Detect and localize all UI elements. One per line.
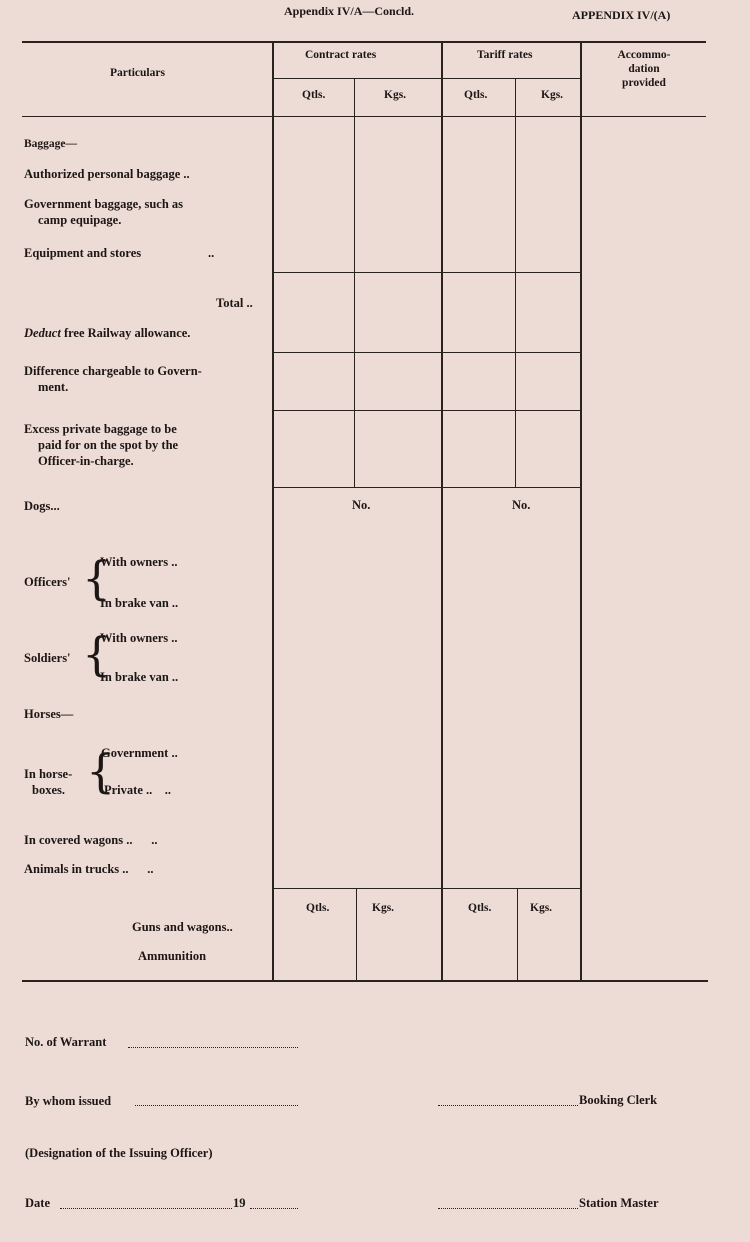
government-baggage-label: Government baggage, such as	[24, 197, 184, 211]
tariff-rates-header: Tariff rates	[477, 49, 533, 61]
excess-baggage-label-2: paid for on the spot by the	[38, 438, 179, 452]
horses-heading: Horses—	[24, 707, 74, 721]
particulars-header: Particulars	[110, 67, 165, 79]
dogs-no-contract: No.	[352, 498, 371, 512]
year-label: 19	[233, 1196, 246, 1210]
accommodation-header-line2: dation	[628, 63, 660, 75]
date-field[interactable]	[60, 1208, 232, 1209]
equipment-dots: ..	[208, 246, 215, 260]
horse-boxes-label: In horse-	[24, 767, 73, 781]
booking-clerk-signature-field[interactable]	[438, 1105, 578, 1106]
officers-label: Officers'	[24, 575, 71, 589]
tariff-qtls-header: Qtls.	[464, 89, 488, 101]
horse-boxes-brace-icon: {	[86, 744, 116, 798]
government-baggage-label-cont: camp equipage.	[38, 213, 122, 227]
appendix-title: APPENDIX IV/(A)	[572, 8, 671, 22]
deduct-word: Deduct	[24, 326, 61, 340]
guns-contract-qtls: Qtls.	[306, 902, 330, 914]
deduct-rest: free Railway allowance.	[60, 326, 191, 340]
contract-rates-header: Contract rates	[305, 49, 377, 61]
soldiers-label: Soldiers'	[24, 651, 71, 665]
officers-with-owners: With owners ..	[100, 555, 178, 569]
soldiers-brake-van: In brake van ..	[100, 670, 179, 684]
appendix-continued-title: Appendix IV/A—Concld.	[284, 4, 415, 18]
difference-label-cont: ment.	[38, 380, 69, 394]
accommodation-header	[609, 48, 679, 90]
deduct-allowance-label	[24, 326, 190, 341]
officers-brake-van: In brake van ..	[100, 596, 179, 610]
contract-kgs-header: Kgs.	[384, 89, 407, 101]
tariff-kgs-header: Kgs.	[541, 89, 564, 101]
warrant-label: No. of Warrant	[25, 1035, 107, 1049]
ammunition-label: Ammunition	[138, 949, 207, 963]
designation-label: (Designation of the Issuing Officer)	[25, 1146, 213, 1160]
accommodation-header-line1: Accommo-	[617, 49, 671, 61]
soldiers-with-owners: With owners ..	[100, 631, 178, 645]
horses-government: Government ..	[101, 746, 178, 760]
date-label: Date	[25, 1196, 50, 1210]
horses-private: Private .. ..	[104, 783, 171, 797]
guns-tariff-qtls: Qtls.	[468, 902, 492, 914]
station-master-label: Station Master	[579, 1196, 659, 1210]
accommodation-header-line3: provided	[622, 77, 666, 89]
booking-clerk-label: Booking Clerk	[579, 1093, 658, 1107]
guns-contract-kgs: Kgs.	[372, 902, 395, 914]
excess-baggage-label: Excess private baggage to be	[24, 422, 177, 436]
total-label: Total ..	[216, 296, 253, 310]
issued-by-label: By whom issued	[25, 1094, 112, 1108]
contract-qtls-header: Qtls.	[302, 89, 326, 101]
dogs-no-tariff: No.	[512, 498, 531, 512]
authorized-baggage-label: Authorized personal baggage ..	[24, 167, 190, 181]
difference-label: Difference chargeable to Govern-	[24, 364, 202, 378]
year-field[interactable]	[250, 1208, 298, 1209]
station-master-signature-field[interactable]	[438, 1208, 578, 1209]
issued-by-field[interactable]	[135, 1105, 298, 1106]
dogs-heading: Dogs...	[24, 499, 60, 513]
officers-brace-icon: {	[82, 551, 112, 605]
guns-tariff-kgs: Kgs.	[530, 902, 553, 914]
guns-and-wagons-label: Guns and wagons..	[132, 920, 233, 934]
baggage-heading: Baggage—	[24, 138, 78, 150]
equipment-label: Equipment and stores	[24, 246, 142, 260]
animals-in-trucks-label: Animals in trucks .. ..	[24, 862, 154, 876]
covered-wagons-label: In covered wagons .. ..	[24, 833, 158, 847]
excess-baggage-label-3: Officer-in-charge.	[38, 454, 134, 468]
horse-boxes-label-cont: boxes.	[32, 783, 65, 797]
warrant-number-field[interactable]	[128, 1047, 298, 1048]
soldiers-brace-icon: {	[82, 627, 112, 681]
